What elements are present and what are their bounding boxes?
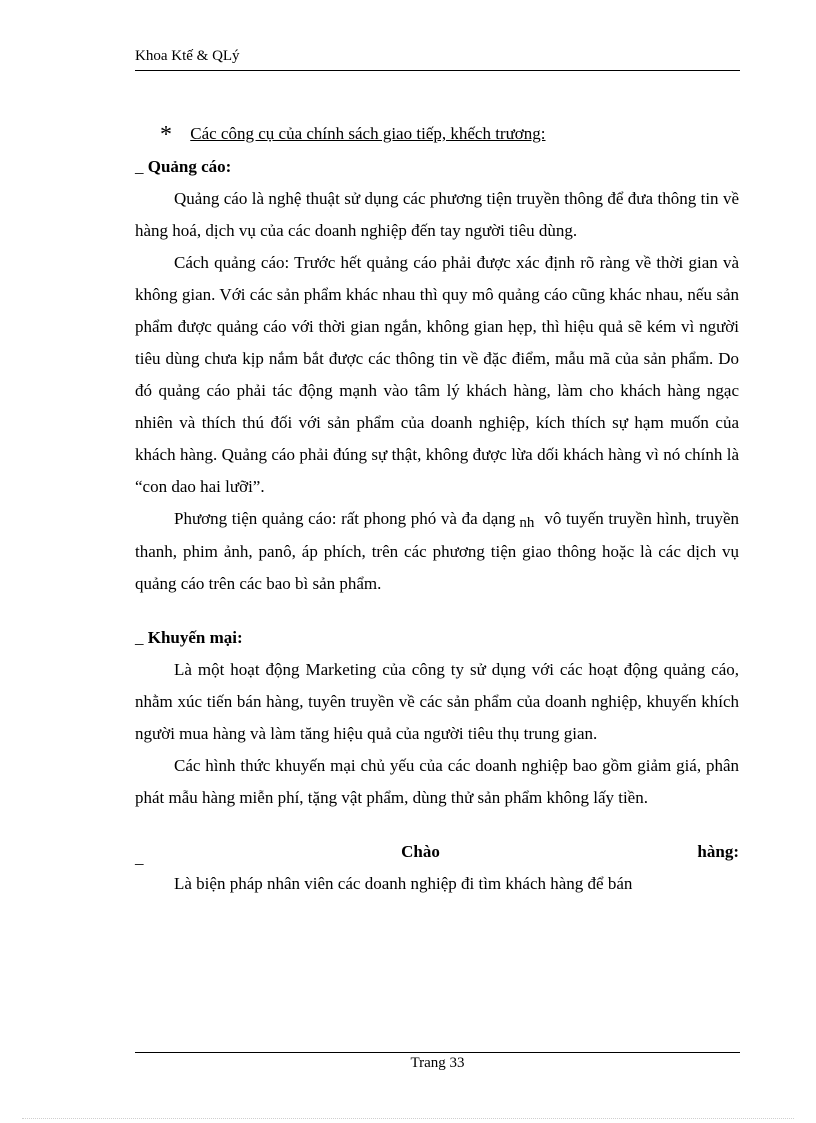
page-edge-dotted-line [22,1118,794,1119]
paragraph-khuyen-mai-1: Là một hoạt động Marketing của công ty sử dụng với các hoạt động quảng cáo, nhằm xúc tiến bán hàng, tuyên truyền về các sản phẩm của doanh nghiệp, khuyến khích người mua hàng và làm tăng hiệu quả của người tiêu thụ trung gian. [135,660,739,743]
p3-end: vô tuyến truyền hình, truyền thanh, phim ảnh, panô, áp phích, trên các phương tiện giao thông hoặc là các dịch vụ quảng cáo trên các bao bì sản phẩm. [135,509,740,593]
page-body [135,118,739,900]
heading-chao-hang [135,836,739,868]
page-number: Trang 33 [410,1055,465,1071]
p3-start: Phương tiện quảng cáo: rất phong phó và đa dạng [174,509,516,528]
heading-dash: _ [135,848,144,867]
heading-dash: _ [135,628,144,647]
heading-text: Khuyến mại: [147,628,243,647]
paragraph-quang-cao-3 [135,503,739,600]
paragraph-quang-cao-1: Quảng cáo là nghệ thuật sử dụng các phương tiện truyền thông để đưa thông tin về hàng hoá, dịch vụ của các doanh nghiệp đến tay người tiêu dùng. [135,189,739,240]
heading-dash: _ [135,157,144,176]
paragraph-quang-cao-2: Cách quảng cáo: Trước hết quảng cáo phải được xác định rõ ràng về thời gian và không gian. Với các sản phẩm khác nhau thì quy mô quảng cáo cũng khác nhau, nếu sản phẩm được quảng cáo với thời gian ngắn, không gian hẹp, thì hiệu quả sẽ kém vì người tiêu dùng chưa kịp nắm bắt được các thông tin về đặc điểm, mẫu mã của sản phẩm. Do đó quảng cáo phải tác động mạnh vào tâm lý khách hàng, làm cho khách hàng ngạc nhiên và thích thú đối với sản phẩm của doanh nghiệp, kích thích sự hạm muốn của khách hàng. Quảng cáo phải đúng sự thật, không được lừa dối khách hàng vì nó chính là “con dao hai lưỡi”. [135,253,739,496]
section-title: Các công cụ của chính sách giao tiếp, khếch trương: [190,124,546,143]
header-rule [135,70,740,71]
star-bullet-icon: * [160,122,172,148]
paragraph-chao-hang-1: Là biện pháp nhân viên các doanh nghiệp đi tìm khách hàng để bán [174,874,633,893]
heading-text: Quảng cáo: [147,157,232,176]
p3-subscript: nh [519,515,535,531]
heading-khuyen-mai [135,622,739,654]
footer-rule [135,1052,740,1053]
page-header: Khoa Ktế & QLý [135,48,240,64]
section-title-line [135,118,739,151]
heading-word-hang: hàng: [697,842,739,861]
heading-quang-cao [135,151,739,183]
heading-word-chao: Chào [401,842,440,861]
paragraph-khuyen-mai-2: Các hình thức khuyến mại chủ yếu của các doanh nghiệp bao gồm giảm giá, phân phát mẫu hàng miễn phí, tặng vật phẩm, dùng thử sản phẩm không lấy tiền. [135,756,739,807]
